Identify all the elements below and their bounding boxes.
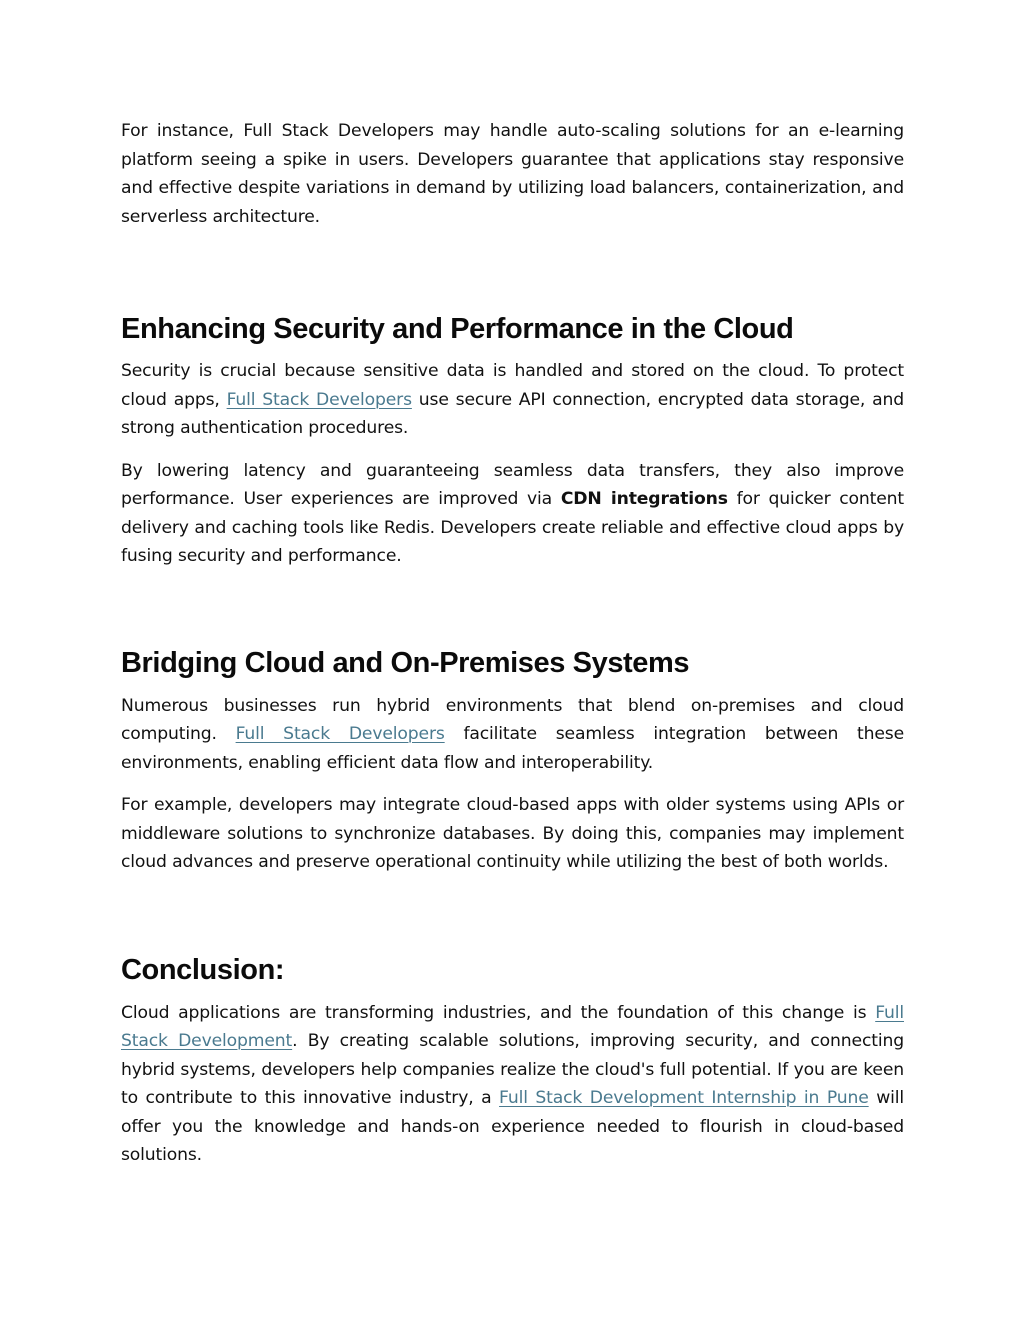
bridging-paragraph-2: For example, developers may integrate cloud-based apps with older systems using APIs or middleware solutions to synchronize databases. By doing this, companies may implement cloud advances and preserve operational continuity while utilizing the best of both worlds. <box>121 795 904 872</box>
full-stack-development-link[interactable]: Full Stack Development <box>121 1002 904 1051</box>
full-stack-developers-link-2[interactable]: Full Stack Developers <box>235 724 445 744</box>
section-heading-security: Enhancing Security and Performance in the Cloud <box>121 313 794 345</box>
security-p1-text-after: use secure API connection, encrypted data storage, and strong authentication procedures. <box>121 389 904 438</box>
security-paragraph-1 <box>121 357 904 443</box>
cdn-integrations-bold: CDN integrations <box>560 489 728 509</box>
full-stack-developers-link[interactable]: Full Stack Developers <box>226 389 412 410</box>
bridging-p1-text-before: Numerous businesses run hybrid environments that blend on-premises and cloud computing. <box>121 695 904 744</box>
security-p2-text-before: By lowering latency and guaranteeing seamless data transfers, they also improve performance. User experiences are improved via <box>121 460 904 509</box>
bridging-p1-text-after: facilitate seamless integration between these environments, enabling efficient data flow and interoperability. <box>121 724 904 773</box>
document-page <box>121 117 904 1170</box>
intro-paragraph: For instance, Full Stack Developers may handle auto-scaling solutions for an e-learning platform seeing a spike in users. Developers guarantee that applications stay responsive and effective despite variations in demand by utilizing load balancers, containerization, and serverless architecture. <box>121 121 904 227</box>
security-paragraph-2 <box>121 457 904 571</box>
security-p1-text-before: Security is crucial because sensitive data is handled and stored on the cloud. To protect cloud apps, <box>121 361 904 410</box>
conclusion-text-middle: . By creating scalable solutions, improving security, and connecting hybrid systems, developers help companies realize the cloud's full potential. If you are keen to contribute to this innovative industry, a <box>121 1031 904 1108</box>
internship-in-pune-link[interactable]: Full Stack Development Internship in Pune <box>499 1088 869 1108</box>
security-p2-text-after: for quicker content delivery and caching tools like Redis. Developers create reliable and effective cloud apps by fusing security and performance. <box>121 489 904 566</box>
bridging-paragraph-1 <box>121 692 904 778</box>
section-heading-bridging: Bridging Cloud and On-Premises Systems <box>121 646 690 679</box>
conclusion-text-before: Cloud applications are transforming industries, and the foundation of this change is <box>121 1002 876 1023</box>
section-heading-conclusion: Conclusion: <box>121 953 285 986</box>
conclusion-paragraph <box>121 999 904 1170</box>
conclusion-text-after: will offer you the knowledge and hands-on experience needed to flourish in cloud-based solutions. <box>121 1088 904 1165</box>
